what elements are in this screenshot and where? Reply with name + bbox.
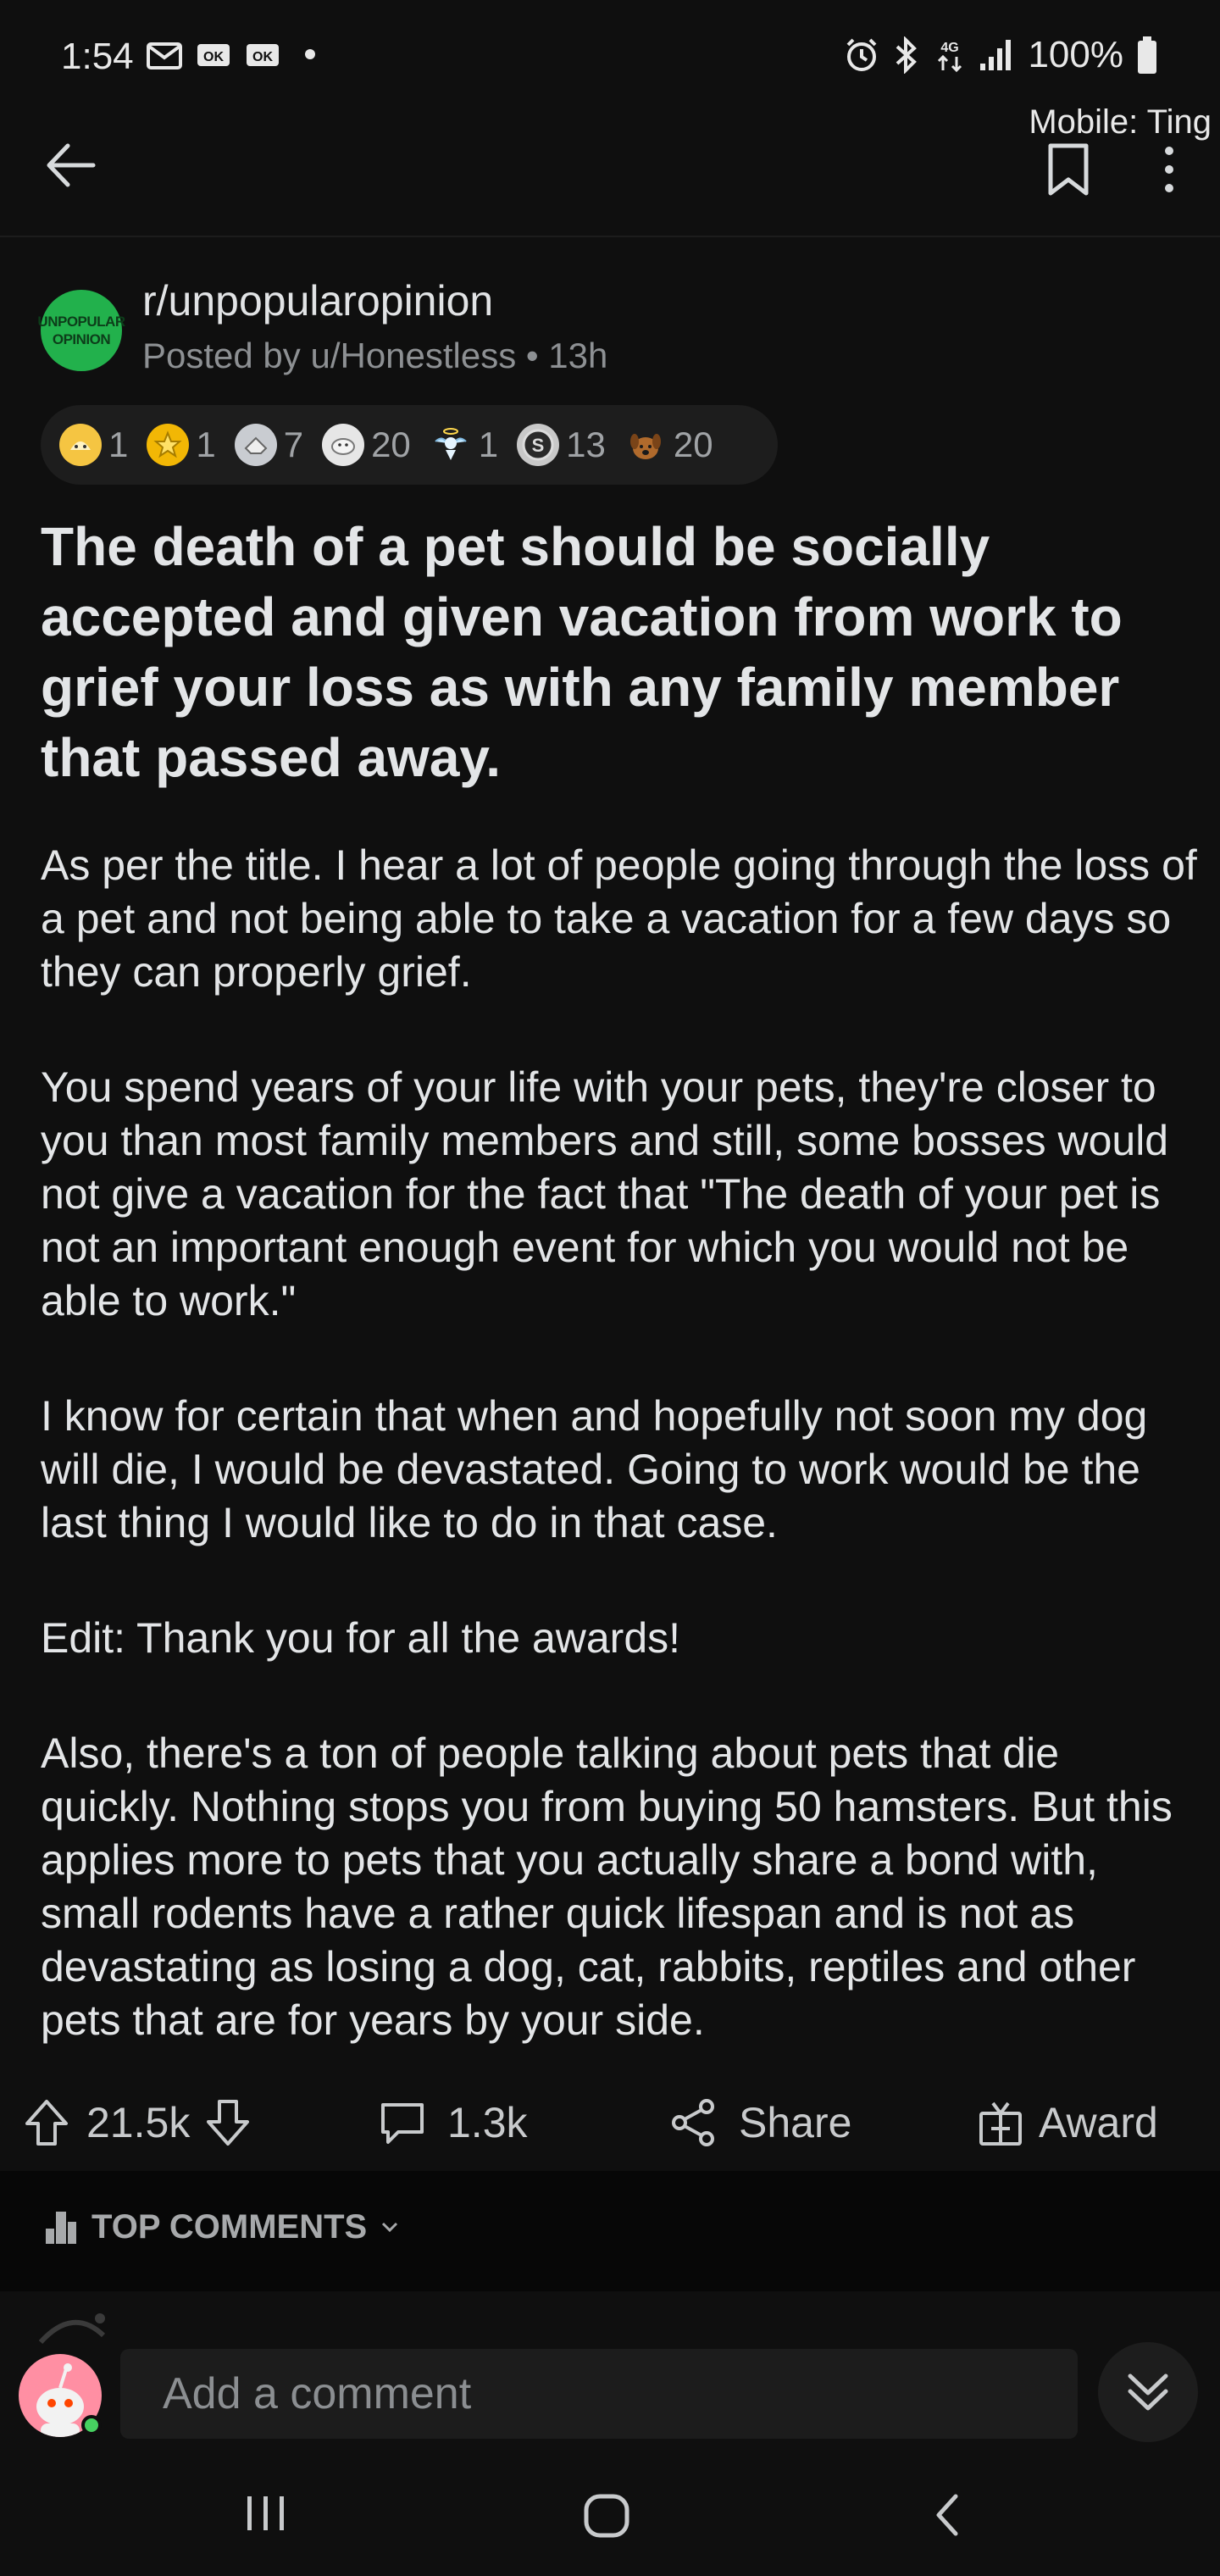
award-count: 13 bbox=[566, 425, 606, 464]
svg-text:OK: OK bbox=[252, 50, 273, 64]
comment-count: 1.3k bbox=[447, 2099, 528, 2146]
award-count: 1 bbox=[108, 425, 129, 464]
helpful-award-icon bbox=[59, 424, 102, 466]
post-paragraph: You spend years of your life with your pets, they're closer to you than most family members and still, some bosses would not give a vacation for the fact that "The death of your pet is not an important enough event for which you would not be able to work." bbox=[41, 1063, 1169, 1324]
post-paragraph: I know for certain that when and hopefully not soon my dog will die, I would be devastated. Going to work would be the last thing I would like to do in that case. bbox=[41, 1392, 1148, 1546]
notification-icons bbox=[146, 37, 315, 71]
award-dog bbox=[624, 424, 713, 466]
dog-award-icon bbox=[624, 424, 667, 466]
silver-award-icon bbox=[517, 424, 559, 466]
post-paragraph: Edit: Thank you for all the awards! bbox=[41, 1614, 681, 1662]
award-count: 1 bbox=[196, 425, 216, 464]
award-count: 20 bbox=[673, 425, 713, 464]
app-notification-icon-2 bbox=[244, 37, 281, 71]
comment-bubble-icon bbox=[376, 2096, 429, 2149]
award-label: Award bbox=[1039, 2099, 1158, 2146]
post-paragraph: As per the title. I hear a lot of people going through the loss of a pet and not being able to take a vacation for a few days so they can properly grief. bbox=[41, 841, 1197, 996]
double-chevron-down-icon bbox=[1118, 2362, 1178, 2422]
award-button[interactable] bbox=[974, 2080, 1158, 2165]
chevron-down-icon bbox=[377, 2214, 402, 2240]
rocket-sort-icon bbox=[41, 2207, 81, 2247]
award-helpful bbox=[59, 424, 128, 466]
svg-text:4G: 4G bbox=[940, 41, 960, 55]
nav-back-icon[interactable] bbox=[923, 2490, 971, 2540]
more-options-icon[interactable] bbox=[1149, 142, 1190, 197]
share-label: Share bbox=[739, 2099, 852, 2146]
award-count: 20 bbox=[371, 425, 411, 464]
back-arrow-icon[interactable] bbox=[41, 136, 100, 195]
gold-star-award-icon bbox=[147, 424, 189, 466]
vote-count: 21.5k bbox=[86, 2099, 191, 2146]
vote-group bbox=[20, 2080, 254, 2165]
post-body bbox=[41, 839, 1201, 2109]
comment-author-avatar-peek-icon bbox=[39, 2310, 115, 2344]
award-gold-star bbox=[147, 424, 215, 466]
subreddit-avatar-text-2: OPINION bbox=[52, 331, 111, 347]
award-count: 7 bbox=[283, 425, 304, 464]
online-status-dot bbox=[81, 2415, 102, 2435]
subreddit-avatar[interactable] bbox=[37, 290, 125, 371]
battery-percentage: 100% bbox=[1028, 34, 1123, 75]
downvote-icon[interactable] bbox=[202, 2096, 254, 2149]
status-right bbox=[843, 34, 1159, 76]
svg-text:OK: OK bbox=[203, 50, 224, 64]
bookmark-icon[interactable] bbox=[1044, 142, 1093, 197]
comments-button[interactable] bbox=[376, 2080, 528, 2165]
alarm-icon bbox=[843, 36, 880, 74]
post-paragraph: Also, there's a ton of people talking about pets that die quickly. Nothing stops you from buying 50 hamsters. But this applies more to pets that you actually share a bond with, small rodents have a rather quick lifespan and is not as devastating as losing a dog, cat, rabbits, reptiles and other pets that are for years by your side. bbox=[41, 1729, 1173, 2044]
awards-bar[interactable] bbox=[41, 405, 778, 485]
wholesome-seal-award-icon bbox=[322, 424, 364, 466]
header-divider bbox=[0, 236, 1220, 237]
subreddit-avatar-text: UNPOPULAR bbox=[37, 314, 125, 330]
upvote-icon[interactable] bbox=[20, 2096, 73, 2149]
hug-award-icon bbox=[235, 424, 277, 466]
award-silver bbox=[517, 424, 606, 466]
share-button[interactable] bbox=[668, 2080, 851, 2165]
post-action-bar bbox=[0, 2080, 1220, 2165]
comment-input[interactable] bbox=[120, 2349, 1078, 2439]
battery-icon bbox=[1135, 35, 1159, 75]
svg-text:S: S bbox=[531, 435, 545, 456]
comment-sort-selector[interactable] bbox=[41, 2207, 413, 2247]
award-hug bbox=[235, 424, 303, 466]
comment-sort-label: TOP COMMENTS bbox=[92, 2207, 368, 2246]
more-notifications-dot bbox=[305, 49, 315, 59]
status-bar bbox=[0, 0, 1220, 110]
system-nav-bar bbox=[0, 2457, 1220, 2576]
award-wholesome-seal bbox=[322, 424, 411, 466]
signal-icon bbox=[979, 36, 1016, 74]
mail-notification-icon bbox=[146, 37, 183, 71]
award-count: 1 bbox=[478, 425, 499, 464]
award-angel bbox=[430, 424, 498, 466]
post-meta: Posted by u/Honestless • 13h bbox=[142, 336, 608, 375]
mobile-carrier-label: Mobile: Ting bbox=[1029, 103, 1212, 141]
app-notification-icon bbox=[195, 37, 232, 71]
subreddit-name[interactable]: r/unpopularopinion bbox=[142, 277, 494, 325]
gift-award-icon bbox=[974, 2096, 1027, 2149]
bluetooth-icon bbox=[892, 36, 921, 74]
share-icon bbox=[668, 2096, 720, 2149]
angel-award-icon bbox=[430, 424, 472, 466]
recent-apps-icon[interactable] bbox=[242, 2490, 290, 2537]
jump-to-comments-button[interactable] bbox=[1098, 2342, 1198, 2442]
post-title: The death of a pet should be socially accepted and given vacation from work to grief your loss as with any family member that passed away. bbox=[41, 516, 1123, 788]
network-4g-icon bbox=[933, 36, 967, 74]
home-icon[interactable] bbox=[581, 2490, 632, 2540]
status-time: 1:54 bbox=[61, 36, 134, 77]
